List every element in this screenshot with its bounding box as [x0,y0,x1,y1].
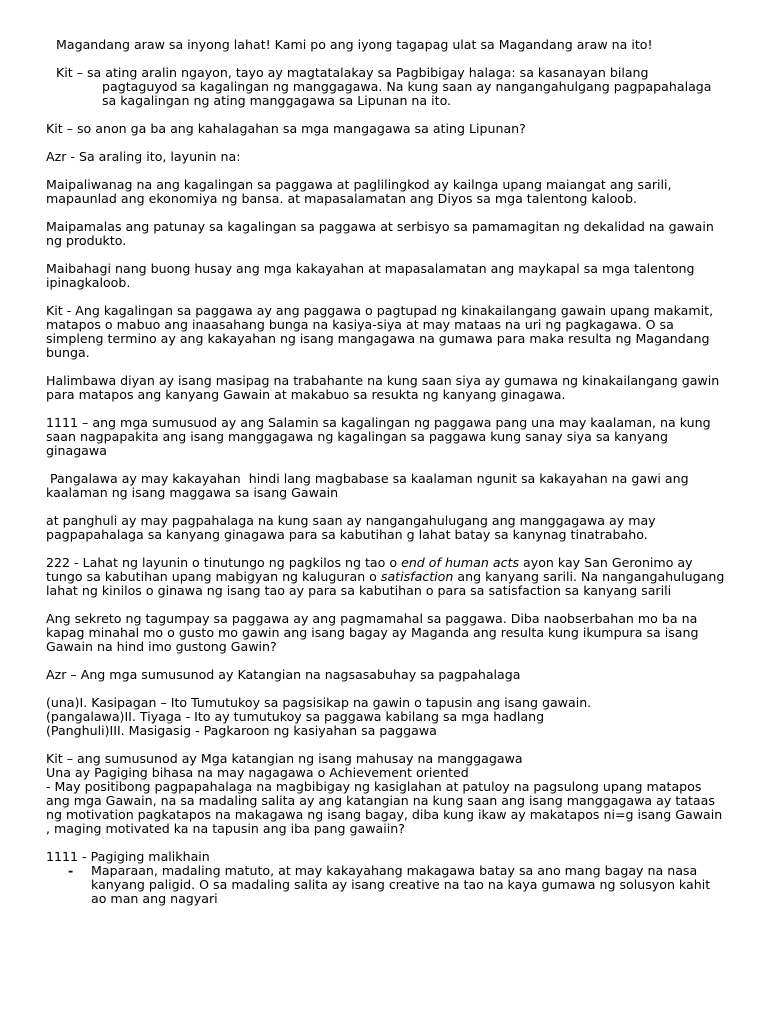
question-paragraph: Kit – so anon ga ba ang kahalagahan sa mga mangagawa sa ating Lipunan? [46,121,526,136]
example-paragraph: Halimbawa diyan ay isang masipag na trabahante na kung saan siya ay gumawa ng kinakailangang gawin para matapos ang kanyang Gawain at makabuo sa resukta ng kanyang ginagawa. [46,373,720,402]
section-222-emphasis-2: satisfaction [380,569,454,584]
greeting-text: Magandang araw sa inyong lahat! Kami po ang iyong tagapag ulat sa Magandang araw na ito! [56,37,653,52]
goal-1-paragraph: Maipaliwanag na ang kagalingan sa paggawa at paglilingkod ay kailnga upang maiangat ang sarili, mapaunlad ang ekonomiya ng bansa. at mapasalamatan ang Diyos sa mga talentong kaloob. [46,177,672,206]
goal-3-paragraph: Maibahagi nang buong husay ang mga kakayahan at mapasalamatan ang maykapal sa mga talentong ipinagkaloob. [46,261,695,290]
tiyaga-line: (pangalawa)II. Tiyaga - Ito ay tumutukoy sa paggawa kabilang sa mga hadlang [46,709,545,724]
azr-intro-paragraph: Azr - Sa araling ito, layunin na: [46,149,241,164]
bihasa-line: Una ay Pagiging bihasa na may nagagawa o Achievement oriented [46,765,469,780]
section-222-text-a: 222 - Lahat ng layunin o tinutungo ng pagkilos ng tao o [46,555,402,570]
section-222-emphasis-1: end of human acts [401,555,520,570]
goal-2-paragraph: Maipamalas ang patunay sa kagalingan sa paggawa at serbisyo sa pamamagitan ng dekalidad na gawain ng produkto. [46,219,714,248]
section-222-paragraph [46,556,728,598]
section-222-text-b: ayon kay San Geronimo ay tungo sa kabutihan upang mabigyan ng kaluguran o [46,555,693,584]
section-222-text-c: ang kanyang sarili. Na nangangahulugang lahat ng kinilos o ginawa ng isang tao ay para sa kabutihan o para sa satisfaction sa kanyang sarili [46,569,725,598]
list-item: - Maparaan, madaling matuto, at may kakayahang makagawa batay sa ano mang bagay na nasa kanyang paligid. O sa madaling salita ay isang creative na tao na kaya gumawa ng solusyon kahit ao man ang nagyari [46,864,728,906]
masigasig-line: (Panghuli)III. Masigasig - Pagkaroon ng kasiyahan sa paggawa [46,723,437,738]
sekreto-paragraph: Ang sekreto ng tagumpay sa paggawa ay ang pagmamahal sa paggawa. Diba naobserbahan mo ba na kapag minahal mo o gusto mo gawin ang isang bagay ay Maganda ang resulta kung ikumpura sa isang Gawain na hind imo gustong Gawin? [46,611,699,654]
positibong-paragraph: - May positibong pagpapahalaga na magbibigay ng kasiglahan at patuloy na pagsulong upang matapos ang mga Gawain, na sa madaling salita ay ang katangian na kung saan ang isang manggagawa ay tataas ng motivation pagkatapos na makagawa ng isang bagay, diba kung ikaw ay makatapos ni=g isang Gawain , maging motivated ka na tapusin ang iba pang gawaiin? [46,779,723,836]
kasipagan-line: (una)I. Kasipagan – Ito Tumutukoy sa pagsisikap na gawin o tapusin ang isang gawain. [46,695,592,710]
malikhain-heading: 1111 - Pagiging malikhain [46,849,210,864]
malikhain-bullet-list [46,864,728,906]
pangalawa-paragraph: Pangalawa ay may kakayahan hindi lang magbabase sa kaalaman ngunit sa kakayahan na gawi ang kaalaman ng isang maggawa sa isang Gawain [46,471,693,500]
azr-katangian-paragraph: Azr – Ang mga sumusunod ay Katangian na nagsasabuhay sa pagpahalaga [46,667,521,682]
intro-paragraph: Kit – sa ating aralin ngayon, tayo ay magtatalakay sa Pagbibigay halaga: sa kasanayan bilang pagtaguyod sa kagalingan ng manggagawa. Na kung saan ay nangangahulgang pagpapahalaga sa kagalingan ng ating manggagawa sa Lipunan na ito. [56,65,712,108]
panghuli-paragraph: at panghuli ay may pagpahalaga na kung saan ay nangangahulugang ang manggagawa ay may pagpapahalaga sa kanyang ginagawa para sa kabutihan g lahat batay sa kanynag tinatrabaho. [46,513,656,542]
kit-katangian-line: Kit – ang sumusunod ay Mga katangian ng isang mahusay na manggagawa [46,751,523,766]
kit-definition-paragraph: Kit - Ang kagalingan sa paggawa ay ang paggawa o pagtupad ng kinakailangang gawain upang makamit, matapos o mabuo ang inaasahang bunga na kasiya-siya at may mataas na uri ng pagkagawa. O sa simpleng termino ay ang kakayahan ng isang mangagawa na gumawa para maka resulta ng Magandang bunga. [46,303,714,360]
section-1111-paragraph: 1111 – ang mga sumusuod ay ang Salamin sa kagalingan ng paggawa pang una may kaalaman, na kung saan nagpapakita ang isang manggagawa ng kagalingan sa paggawa kung sanay siya sa kanyang ginagawa [46,415,711,458]
